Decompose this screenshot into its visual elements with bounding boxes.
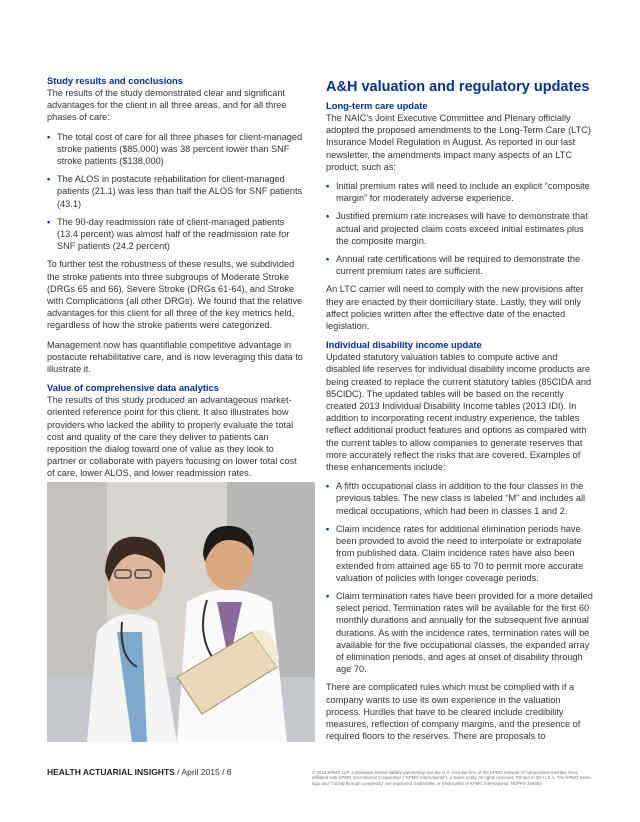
study-intro: The results of the study demonstrated clear and significant advantages for the client in all three areas, and for all three phases of care: bbox=[47, 88, 287, 123]
left-column bbox=[47, 75, 303, 487]
footer-publication bbox=[47, 767, 232, 777]
list-item: • Claim termination rates have been provided for a more detailed select period. Termination rates will be available for the first 60 monthly durations and annually for the subsequent five annual durations. As with the incidence rates, termination rates will be available for the five occupational classes, the expanded array of elimination periods, and ages at onset of disability through age 70. bbox=[326, 590, 594, 675]
ltc-paragraph: An LTC carrier will need to comply with the new provisions after they are enacted by their domiciliary state. Lastly, they will only affect policies written after the effective date of the enacted legislation. bbox=[326, 284, 584, 332]
list-item: • A fifth occupational class in addition to the four classes in the previous tables. The new class is labeled “M” and includes all medical occupations, which had been in classes 1 and 2. bbox=[326, 480, 594, 517]
publication-name: HEALTH ACTUARIAL INSIGHTS bbox=[47, 767, 175, 777]
study-bullet-list bbox=[47, 131, 303, 253]
list-item: • Annual rate certifications will be required to demonstrate the current premium rates are sufficient. bbox=[326, 253, 594, 277]
ltc-bullet-list bbox=[326, 180, 594, 277]
value-paragraph: The results of this study produced an advantageous market-oriented reference point for this client. It also illustrates how providers who lacked the ability to properly evaluate the total cost and quality of the care they deliver to patients can reposition the dialog toward one of value as they look to partner or collaborate with payers focusing on lower total cost of care, lower ALOS, and lower readmission rates. bbox=[47, 395, 297, 479]
idi-heading: Individual disability income update bbox=[326, 339, 482, 351]
idi-paragraph: Updated statutory valuation tables to compute active and disabled life reserves for individual disability income products are being created to replace the current statutory tables (85CIDA and 85CIDC). The updated tables will be based on the recently created 2013 Individual Disability Income tables (2013 IDI). In addition to incorporating recent industry experience, the tables reflect additional product features and options as compared with the current tables to allow companies to generate reserves that more accurately reflect the risks that are covered. Examples of these enhancements include: bbox=[326, 352, 592, 473]
page-number: / April 2015 / 6 bbox=[174, 767, 232, 777]
footer-legal: © 2015 KPMG LLP, a Delaware limited liability partnership and the U.S. member firm of the KPMG network of independent member firms affiliated with KPMG International Cooperative (“KPMG International”), a Swiss entity. All rights reserved. Printed in the U.S.A. The KPMG name, logo and “cutting through complexity” are registered trademarks or trademarks of KPMG International. NDPPS 349850 bbox=[312, 770, 592, 786]
doctors-illustration bbox=[47, 482, 315, 742]
list-item: • The 90-day readmission rate of client-managed patients (13.4 percent) was almost half of the readmission rate for SNF patients (24.2 percent) bbox=[47, 216, 303, 253]
study-paragraph: To further test the robustness of these results, we subdivided the stroke patients into three subgroups of Moderate Stroke (DRGs 65 and 66), Severe Stroke (DRGs 61-64), and Stroke with Complications (all other DRGs). We found that the relative advantages for this client for all three of the key metrics held, regardless of how the stroke patients were categorized. bbox=[47, 259, 303, 331]
right-column bbox=[326, 78, 594, 749]
doctors-photo bbox=[47, 482, 315, 742]
list-item: • The ALOS in postacute rehabilitation for client-managed patients (21.1) was less than half the ALOS for SNF patients (43.1) bbox=[47, 173, 303, 210]
page-title: A&H valuation and regulatory updates bbox=[326, 79, 590, 95]
value-analytics-heading: Value of comprehensive data analytics bbox=[47, 382, 219, 394]
ltc-paragraph: The NAIC's Joint Executive Committee and Plenary officially adopted the proposed amendments to the Long-Term Care (LTC) Insurance Model Regulation in August. As reported in our last newsletter, the amendments impact many aspects of an LTC product, such as: bbox=[326, 113, 591, 172]
study-results-heading: Study results and conclusions bbox=[47, 75, 183, 86]
study-paragraph: Management now has quantifiable competitive advantage in postacute rehabilitative care, and is now leveraging this data to illustrate it. bbox=[47, 339, 303, 375]
idi-paragraph: There are complicated rules which must be complied with if a company wants to use its own experience in the valuation process. Hurdles that have to be cleared include credibility measures, reflection of company margins, and the presence of required floors to the reserves. There are proposals to bbox=[326, 682, 581, 742]
list-item: • Justified premium rate increases will have to demonstrate that actual and projected claim costs exceed initial estimates plus the composite margin. bbox=[326, 210, 594, 247]
ltc-heading: Long-term care update bbox=[326, 100, 428, 111]
list-item: • Claim incidence rates for additional elimination periods have been provided to avoid the need to interpolate or extrapolate from published data. Claim incidence rates have also been extended from attained age 65 to 70 to permit more accurate valuation of policies with longer coverage periods. bbox=[326, 523, 594, 584]
idi-bullet-list bbox=[326, 480, 594, 675]
list-item: • The total cost of care for all three phases for client-managed stroke patients ($85,000) was 38 percent lower than SNF stroke patients ($138,000) bbox=[47, 131, 303, 168]
list-item: • Initial premium rates will need to include an explicit “composite margin” for moderately adverse experience. bbox=[326, 180, 594, 204]
